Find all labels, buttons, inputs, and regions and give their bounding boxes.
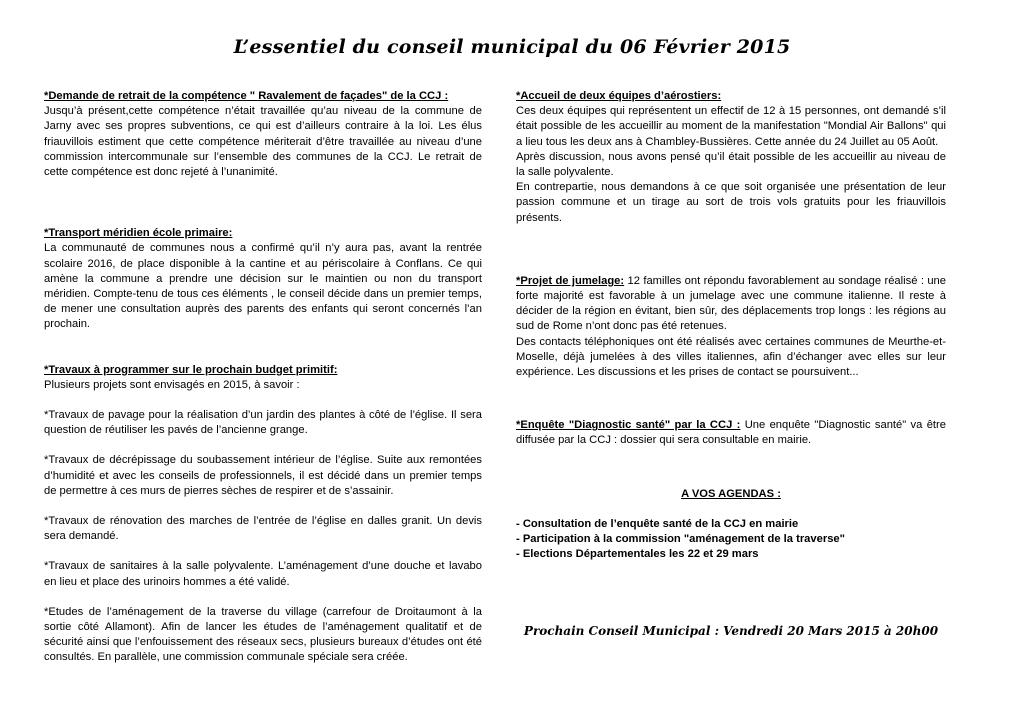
- section-title: *Travaux à programmer sur le prochain budget primitif:: [44, 363, 338, 376]
- section-retrait-competence: [44, 89, 482, 180]
- left-column: [44, 89, 482, 666]
- list-item: *Travaux de rénovation des marches de l’entrée de l’église en dalles granit. Un devis sera demandé.: [44, 515, 482, 543]
- next-meeting: Prochain Conseil Municipal : Vendredi 20 Mars 2015 à 20h00: [523, 624, 939, 638]
- section-title: *Projet de jumelage:: [516, 274, 625, 287]
- section-body: La communauté de communes nous a confirmé qu’il n’y aura pas, avant la rentrée scolaire 2016, de place disponible à la cantine et au périscolaire à Conflans. Ce qui amène la commune a prendre une décision sur le maintien ou non du transport méridien. Compte-tenu de tous ces éléments , le conseil décide dans un premier temps, de mener une consultation auprès des parents des enfants qui seront concernés l’an prochain.: [44, 242, 482, 331]
- agenda: [516, 487, 946, 563]
- section-line: Après discussion, nous avons pensé qu’il était possible de les accueillir au niveau de la salle polyvalente.: [516, 150, 946, 179]
- section-title: *Enquête "Diagnostic santé" par la CCJ :: [516, 419, 741, 432]
- section-travaux-budget: [44, 363, 482, 666]
- list-item: *Travaux de sanitaires à la salle polyvalente. L’aménagement d’une douche et lavabo en lieu et place des urinoirs hommes a été validé.: [44, 560, 482, 588]
- section-transport-meridien: [44, 226, 482, 332]
- agenda-item: - Participation à la commission "aménagement de la traverse": [516, 533, 845, 546]
- agenda-item: - Elections Départementales les 22 et 29 mars: [516, 548, 759, 561]
- section-aerostiers: [516, 89, 946, 226]
- section-diagnostic-sante: [516, 418, 946, 448]
- section-title: *Accueil de deux équipes d’aérostiers:: [516, 90, 722, 102]
- section-body: 12 familles ont répondu favorablement au sondage réalisé : une forte majorité est favorable à un jumelage avec une commune italienne. Il reste à décider de la région en évitant, bien sûr, des déplacements trop longs : les régions au sud de Rome n’ont donc pas été retenues.: [516, 274, 946, 333]
- list-item: *Etudes de l’aménagement de la traverse du village (carrefour de Droitaumont à la sortie côté Allamont). Afin de lancer les études de l’aménagement qualitatif et de sécurité ainsi que l’enfouissement des réseaux secs, plusieurs bureaux d’études ont été consultés. En parallèle, une commission communale spéciale sera créée.: [44, 605, 482, 664]
- section-title: *Transport méridien école primaire:: [44, 227, 233, 240]
- agenda-item: - Consultation de l’enquête santé de la CCJ en mairie: [516, 517, 799, 530]
- agenda-title: A VOS AGENDAS :: [681, 487, 781, 500]
- section-intro: Plusieurs projets sont envisagés en 2015, à savoir :: [44, 378, 300, 391]
- section-jumelage: [516, 274, 946, 380]
- section-line: Ces deux équipes qui représentent un effectif de 12 à 15 personnes, ont demandé s’il était possible de les accueillir au moment de la manifestation "Mondial Air Ballons" qui a lieu tous les deux ans à Chambley-Bussières. Cette année du 24 Juillet au 05 Août.: [516, 105, 946, 148]
- list-item: *Travaux de décrépissage du soubassement intérieur de l’église. Suite aux remontées d’humidité et avec les conseils de professionnels, il est décidé dans un premier temps de permettre à ces murs de pierres sèches de respirer et de s’assainir.: [44, 454, 482, 497]
- section-body: Jusqu’à présent,cette compétence n’était travaillée qu’au niveau de la commune de Jarny avec ses propres subventions, ce qui est d’ailleurs contraire à la loi. Les élus friauvillois estiment que cette compétence mériterait d’être travaillée au niveau d’une commission intercommunale sur l’ensemble des communes de la CCJ. Le retrait de cette compétence est donc rejeté à l’unanimité.: [44, 105, 482, 179]
- list-item: *Travaux de pavage pour la réalisation d’un jardin des plantes à côté de l’église. Il sera question de réutiliser les pavés de l’ancienne grange.: [44, 409, 482, 437]
- section-line: En contrepartie, nous demandons à ce que soit organisée une présentation de leur passion commune et un tirage au sort de trois vols gratuits pour les friauvillois présents.: [516, 181, 946, 224]
- agenda-list: [516, 517, 946, 563]
- section-title: *Demande de retrait de la compétence " Ravalement de façades" de la CCJ :: [44, 90, 449, 102]
- section-body: Une enquête "Diagnostic santé" va être diffusée par la CCJ : dossier qui sera consultable en mairie.: [516, 419, 946, 447]
- section-body-2: Des contacts téléphoniques ont été réalisés avec certaines communes de Meurthe-et-Moselle, déjà jumelées à des villes italiennes, afin d’échanger avec elles sur leur expérience. Les discussions et les prises de contact se poursuivent...: [516, 335, 946, 379]
- right-column: [516, 89, 946, 562]
- page-title: L’essentiel du conseil municipal du 06 Février 2015: [233, 36, 791, 58]
